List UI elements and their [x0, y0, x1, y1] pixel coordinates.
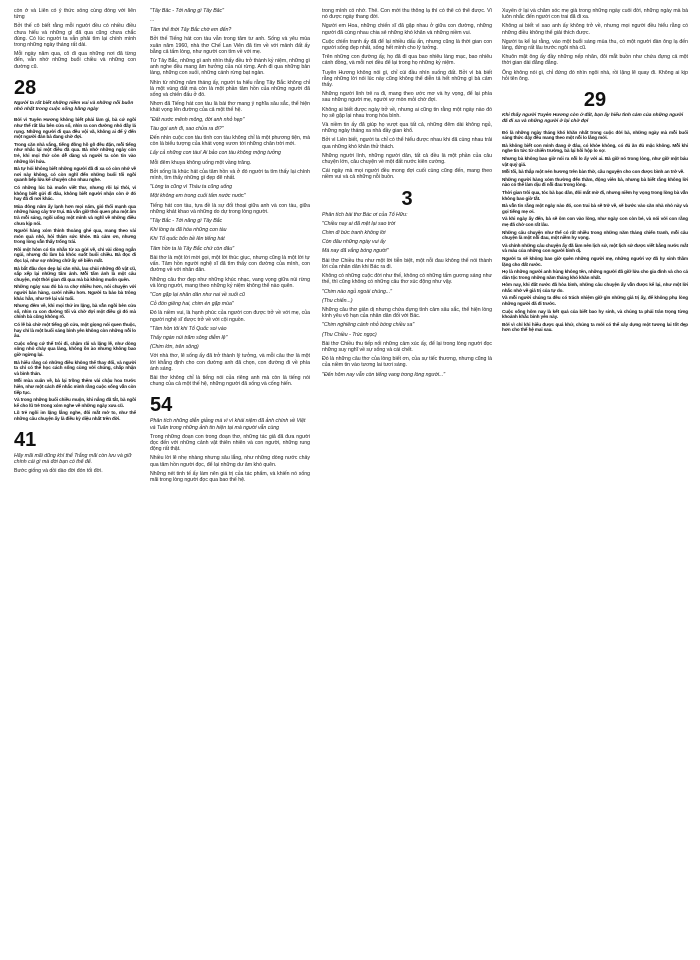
paragraph: Trong những đoạn con trong đoạn thơ, những tác giả đã đưa người đọc đến với những cảnh vật thiên nhiên và con người, những rung động rất thật. — [150, 433, 310, 453]
paragraph: Họ là những người anh hùng không tên, những người đã giữ lửa cho gia đình và cho cả dân tộc trong những năm tháng khó khăn nhất. — [502, 269, 688, 280]
paragraph: Bài thơ Chiều thu tiếp nối những cảm xúc ấy, để lại trong lòng người đọc những suy nghĩ về sự sống và cái chết. — [322, 340, 492, 353]
section-subtitle: Người ta rất biết những niềm vui và những nỗi buồn nhỏ nhặt trong cuộc sống hằng ngày — [14, 100, 134, 112]
paragraph: Tuyên Hương không nói gì, chỉ cúi đầu nhìn xuống đất. Bởi vì bà biết rằng những lời nói lúc này cũng không thể diễn tả hết những gì bà cảm thấy. — [322, 69, 492, 89]
paragraph: Bởi vì Liên biết, người ta chỉ có thể hiểu được nhau khi đã cùng nhau trải qua những khó khăn thử thách. — [322, 137, 492, 150]
paragraph: Những câu thơ đẹp như những khúc nhạc, vang vọng giữa núi rừng và lòng người, mang theo những kỷ niệm không thể nào quên. — [150, 276, 310, 289]
paragraph: Cái ngày mà mọi người đều mong đợi cuối cùng cũng đến, mang theo niềm vui và cả những nỗi buồn. — [322, 168, 492, 181]
paragraph: Bởi vì Tuyên Hương không biết phải làm gì, bà cứ ngồi như thế rất lâu bên cửa sổ, nhìn ra con đường nhỏ đầy lá rụng. Những người đi qua đều vội vã, không ai để ý đến một người đàn bà đang chờ đợi. — [14, 117, 136, 140]
paragraph: Có những lúc bà muốn viết thư, nhưng rồi lại thôi, vì không biết gửi đi đâu, không biết người nhận còn ở đó hay đã đi nơi khác. — [14, 184, 136, 202]
paragraph: Nhiều lời lẽ nhẹ nhàng nhưng sâu lắng, như những dòng nước chảy qua tâm hồn người đọc, để lại những dư âm khó quên. — [150, 455, 310, 468]
ellipsis-separator: ... — [150, 17, 155, 24]
quote-line: (Thu chiến...) — [322, 297, 353, 304]
paragraph: Bởi thế Tiếng hát con tàu vẫn trong tâm tư anh. Sống và yêu mùa xuân năm 1960, nhà thơ Chế Lan Viên đã tìm về với mảnh đất ấy bằng cả tấm lòng, như người con tìm về với mẹ. — [150, 36, 310, 55]
paragraph: Mỗi ngày năm qua, cô đi qua những nơi đã từng đến, vẫn nhớ những buổi chiều và những con đường cũ. — [14, 51, 136, 70]
section-number: 3 — [401, 187, 413, 210]
quote-line: Một không em trong cuối tấm nước nước" — [150, 193, 246, 200]
paragraph: Không có những cuộc đời như thế, không có những tấm gương sáng như thế, thì cũng không có những câu thơ xúc động như vậy. — [322, 273, 492, 286]
paragraph: Những câu thơ giản dị nhưng chứa đựng tình cảm sâu sắc, thể hiện lòng kính yêu vô hạn của nhân dân đối với Bác. — [322, 306, 492, 320]
quote-line: Tàu gọi anh đi, sao chửa ra đi?" — [150, 125, 224, 132]
paragraph: Không ai biết được ngày trở về, nhưng ai cũng tin rằng một ngày nào đó họ sẽ gặp lại nhau trong hòa bình. — [322, 106, 492, 119]
paragraph: Và chính những câu chuyện ấy đã làm nên lịch sử, một lịch sử được viết bằng nước mắt và máu của những con người bình dị. — [502, 242, 688, 254]
quote-line: "Con gặp lại nhân dân như nai về suối cũ — [150, 291, 245, 298]
paragraph: Không ai biết vì sao anh ấy không trở về, nhưng mọi người đều hiểu rằng có những điều không thể giải thích được. — [502, 23, 688, 36]
paragraph: Cuộc sống cứ thế trôi đi, chậm rãi và lặng lẽ, như dòng sông nhỏ chảy qua làng, không ồn ào nhưng không bao giờ ngừng lại. — [14, 340, 136, 357]
paragraph: Đó là niềm vui, là hạnh phúc của người con được trở về với mẹ, của người nghệ sĩ được trở về với cội nguồn. — [150, 310, 310, 323]
paragraph: Tiếng hát con tàu, tựa đề là sự đối thoại giữa anh và con tàu, giữa những khát khao và những do dự trong lòng người. — [150, 202, 310, 215]
text-column-3 — [322, 8, 492, 952]
paragraph: Hôm nay, khi đất nước đã hòa bình, những câu chuyện ấy vẫn được kể lại, như một lời nhắc nhở về giá trị của tự do. — [502, 282, 688, 293]
text-column-4 — [502, 8, 688, 952]
quote-line: Phân tích những diễn giảng mà vì vì khái niệm đã ảnh chính về Việt và Tuân trong những ảnh tin hiện tại mà người vẫn cùng — [150, 418, 306, 431]
paragraph: Trong căn nhà vắng, tiếng đồng hồ gõ đều đặn, mỗi tiếng như nhắc lại một điều đã qua. Bà nhớ những ngày còn trẻ, khi mọi thứ còn dễ dàng và người ta còn tin vào những lời hứa. — [14, 141, 136, 164]
quote-line: (Chim lớn, trên sông) — [150, 344, 199, 351]
paragraph: còn ở và Liên có ý thức sống cùng đồng với liên tứng — [14, 8, 136, 21]
section-number: 41 — [14, 428, 37, 451]
paragraph: Lũ trẻ ngồi im lặng lắng nghe, đôi mắt mở to, như thể những câu chuyện ấy là điều kỳ diệu nhất trên đời. — [14, 410, 136, 421]
paragraph: Trên những con đường ấy, họ đã đi qua bao nhiêu làng mạc, bao nhiêu cánh đồng, và mỗi nơi đều để lại trong họ những kỷ niệm. — [322, 54, 492, 67]
paragraph: Bà hiểu rằng có những điều không thể thay đổi, và người ta chỉ có thể học cách sống cùng với chúng, chấp nhận và bình thản. — [14, 359, 136, 376]
paragraph: Người hàng xóm thỉnh thoảng ghé qua, mang theo vài món quà nhỏ, hỏi thăm sức khỏe. Bà cảm ơn, nhưng trong lòng vẫn thấy trống trải. — [14, 228, 136, 245]
paragraph: Nhưng bà không bao giờ nói ra nỗi lo ấy với ai. Bà giữ nó trong lòng, như giữ một báu vật quý giá. — [502, 156, 688, 167]
paragraph: Đó là những ngày tháng khó khăn nhất trong cuộc đời bà, những ngày mà mỗi buổi sáng thức dậy đều mang theo một nỗi lo lắng mới. — [502, 129, 688, 141]
paragraph: Những người lính, những người dân, tất cả đều là một phần của câu chuyện lớn, câu chuyện về một đất nước kiên cường. — [322, 152, 492, 166]
quote-line: "Đến hôm nay vẫn còn tiếng vang trong lòng người..." — [322, 371, 446, 378]
paragraph: Bởi sống là khúc hát của tâm hồn và ở đó người ta tìm thấy lại chính mình, tìm thấy những gì đẹp đẽ nhất. — [150, 168, 310, 182]
quote-line: Khi lòng ta đã hóa những con tàu — [150, 227, 227, 234]
paragraph: Bài thơ là một lời mời gọi, một lời thúc giục, nhưng cũng là một lời tự vấn. Tâm hồn người nghệ sĩ đã tìm thấy con đường của mình, con đường về với nhân dân. — [150, 254, 310, 274]
paragraph: Rồi một hôm có tin nhắn từ xa gửi về, chỉ vài dòng ngắn ngủi, nhưng đủ làm bà khóc suốt buổi chiều. Bà đọc đi đọc lại, như sợ những chữ ấy sẽ biến mất. — [14, 246, 136, 264]
paragraph: Có lẽ bà chờ một tiếng gõ cửa, một giọng nói quen thuộc, hay chỉ là một buổi sáng bình yên không còn những nỗi lo âu. — [14, 322, 136, 339]
paragraph: Nhơn đã Tiếng hát con tàu là bài thơ mang ý nghĩa sâu sắc, thể hiện khát vọng lên đường của cả một thế hệ. — [150, 101, 310, 114]
quote-line: Hãy mãi mãi dũng khí thể Trắng mãi còn lưu và giữ chính cái gì mà đời bạn có thể để. — [14, 452, 132, 465]
section-number: 54 — [150, 394, 173, 417]
paragraph: Bà tự hỏi không biết những người đã đi xa có còn nhớ về nơi này không, có còn nghĩ đến những buổi tối ngồi quanh bếp lửa kể chuyện cho nhau nghe. — [14, 166, 136, 183]
quote-line: Còn đâu những ngày vui ấy — [322, 239, 386, 246]
paragraph: Nhìn từ những năm tháng ấy, người ta hiểu rằng Tây Bắc không chỉ là một vùng đất mà còn là một phần tâm hồn của những người đã sống và chiến đấu ở đó. — [150, 79, 310, 99]
paragraph: Bước giống và dồi dào đời đón tối đời. — [14, 467, 103, 474]
quote-line: "Chim nghiêng cánh nhỏ bóng chiều sa" — [322, 322, 415, 329]
paragraph: Bởi vì chỉ khi hiểu được quá khứ, chúng ta mới có thể xây dựng một tương lai tốt đẹp hơn cho thế hệ mai sau. — [502, 321, 688, 333]
paragraph: Khuôn mặt ông ấy đầy những nếp nhăn, đôi mắt buồn như chứa đựng cả một thời gian dài đằng đẵng. — [502, 54, 688, 67]
quote-line: "Chim nào ngủ ngoài chúng..." — [322, 288, 393, 295]
paragraph: Những nét tinh tế ấy làm nên giá trị của tác phẩm, và khiến nó sống mãi trong lòng người đọc qua bao thế hệ. — [150, 470, 310, 483]
paragraph: Bà không biết con mình đang ở đâu, có khỏe không, có đủ ăn đủ mặc không. Mỗi khi nghe tin tức từ chiến trường, bà lại hồi hộp lo sợ. — [502, 142, 688, 154]
section-number: 28 — [14, 76, 37, 99]
quote-line: Cỏ đón giêng hai, chim én gặp mùa" — [150, 301, 234, 308]
paragraph: Mỗi mùa xuân về, bà lại trồng thêm vài chậu hoa trước hiên, như một cách để nhắc mình rằng cuộc sống vẫn còn tiếp tục. — [14, 378, 136, 395]
quote-line: Chim đi bức tranh không lời — [322, 230, 386, 237]
paragraph: trong mình có nhớ. Thế. Con mới thu thông lạ thì có thể có thể được. Vì nó được ngày thang đời. — [322, 8, 492, 21]
paragraph: Mùa đông năm ấy lạnh hơn mọi năm, gió thổi mạnh qua những hàng cây trơ trụi. Bà vẫn giữ thói quen pha một ấm trà mỗi sáng, ngồi uống một mình và nghĩ về những điều chưa kịp nói. — [14, 203, 136, 226]
paragraph: Người ta sẽ không bao giờ quên những người mẹ, những người vợ đã hy sinh thầm lặng cho đất nước. — [502, 255, 688, 267]
section-number: 29 — [583, 89, 607, 112]
paragraph: Những người hàng xóm thường đến thăm, động viên bà, nhưng bà biết rằng không lời nào có thể làm dịu đi nỗi đau trong lòng. — [502, 176, 688, 188]
paragraph: Người ta kể lại rằng, vào một buổi sáng mùa thu, có một người đàn ông lạ đến làng, đứng rất lâu trước ngôi nhà cũ. — [502, 38, 688, 52]
paragraph: Những người lính trẻ ra đi, mang theo ước mơ và hy vọng, để lại phía sau những người mẹ, người vợ mòn mỏi chờ đợi. — [322, 91, 492, 104]
quote-line: Khi Tổ quốc bốn bề lên tiếng hát — [150, 236, 225, 243]
paragraph: Bởi thế cô biết rằng mỗi người đều có nhiều điều chưa hiểu và những gì đã qua cũng chưa chắc đúng. Có lúc người ta vẫn phải tìm lại chính mình trong những ngày tháng rất dài. — [14, 23, 136, 49]
paragraph: Mỗi tối, bà thắp một nén hương trên bàn thờ, cầu nguyện cho con được bình an trở về. — [502, 169, 685, 175]
quote-line: Thấy ngàn núi trăm sông diễm lệ" — [150, 334, 228, 341]
text-column-2 — [150, 8, 310, 952]
paragraph: Bà bắt đầu dọn dẹp lại căn nhà, lau chùi những đồ vật cũ, sắp xếp lại những tấm ảnh. Mỗi tấm ảnh là một câu chuyện, một thời gian đã qua mà bà không muốn quên. — [14, 265, 136, 282]
quote-line: Phân tích bài thơ Bác ơi của Tố Hữu: — [322, 211, 408, 218]
paragraph: Thời gian trôi qua, tóc bà bạc dần, đôi mắt mờ đi, nhưng niềm hy vọng trong lòng bà vẫn không bao giờ tắt. — [502, 189, 688, 201]
paragraph: Bài thơ không chỉ là tiếng nói của riêng anh mà còn là tiếng nói chung của cả một thế hệ, những người đã sống và cống hiến. — [150, 374, 310, 388]
quote-line: "Lòng ta cũng vì Tháu ta cũng uống — [150, 184, 233, 191]
paragraph: Xuyến ở lại và chăm sóc mẹ già trong những ngày cuối đời, những ngày mà bà luôn nhắc đến người con trai đã đi xa. — [502, 8, 688, 21]
section-subtitle: Khi thấy người Tuyên Hương còn ở đất, bạn ấy hiểu tình cảm của những người đã đi xa và những người ở lại chờ đợi — [502, 113, 684, 124]
quote-line: "Tây Bắc - Tới năng gì Tây Bắc" — [150, 8, 224, 14]
paragraph: Bài thơ Chiều thu như một lời tiễn biệt, một nỗi đau không thể nói thành lời của nhân dân khi Bác ra đi. — [322, 257, 492, 270]
quote-line: "Tâm hồn tôi khi Tổ Quốc soi vào — [150, 325, 227, 332]
text-column-1 — [14, 8, 136, 952]
paragraph: Ông không nói gì, chỉ đứng đó nhìn ngôi nhà, rồi lặng lẽ quay đi. Không ai kịp hỏi tên ông. — [502, 69, 688, 82]
quote-line: Lấy cả những con tàu! Ai bảo con tàu không mộng tưởng — [150, 150, 281, 157]
paragraph: Người em Hoa, những chiến sĩ đã gặp nhau ở giữa con đường, những người đã cùng nhau chia sẻ những khó khăn và những niềm vui. — [322, 23, 492, 36]
paragraph: Những ngày sau đó bà ra chợ nhiều hơn, nói chuyện với người bán hàng, cười nhiều hơn. Người ta bảo bà trông khác hẳn, như trẻ lại vài tuổi. — [14, 284, 136, 301]
quote-line: Tâm hồn ta là Tây Bắc chứ còn đâu" — [150, 245, 235, 252]
quote-line: "Đất nước mênh mông, đời anh nhỏ hẹp" — [150, 116, 245, 123]
paragraph: Bà vẫn tin rằng một ngày nào đó, con trai bà sẽ trở về, sẽ bước vào căn nhà nhỏ này và gọi tiếng mẹ ơi. — [502, 203, 688, 214]
paragraph: Cuộc chiến tranh ấy đã để lại nhiều dấu ấn, nhưng cũng là thời gian con người sống đẹp nhất, sống hết mình cho lý tưởng. — [322, 38, 492, 52]
paragraph: Và trong những buổi chiều muộn, khi nắng đã tắt, bà ngồi kể cho lũ trẻ trong xóm nghe về những ngày xưa cũ. — [14, 397, 136, 408]
paragraph: Với nhà thơ, lẽ sống ấy đã trở thành lý tưởng, và mỗi câu thơ là một lời khẳng định cho con đường anh đã chọn, con đường đi về phía ánh sáng. — [150, 353, 310, 372]
quote-line: Mà nay đã vắng bóng người" — [322, 248, 389, 255]
paragraph: Và mỗi người chúng ta đều có trách nhiệm giữ gìn những giá trị ấy, để không phụ lòng những người đã đi trước. — [502, 295, 688, 307]
paragraph: Đó là những câu thơ của lòng biết ơn, của sự tiếc thương, nhưng cũng là của niềm tin vào tương lai tươi sáng. — [322, 356, 492, 369]
paragraph: Từ Tây Bắc, những gì anh nhìn thấy đều trở thành kỷ niệm, những gì anh nghe đều mang âm hưởng của núi rừng. Anh đi qua những bản làng, những con suối, những cánh rừng bạt ngàn. — [150, 58, 310, 77]
quote-line: "Tây Bắc - Tới năng gì Tây Bắc — [150, 218, 223, 225]
paragraph: Và khi ngày ấy đến, bà sẽ ôm con vào lòng, như ngày con còn bé, và nói với con rằng mẹ đã chờ con rất lâu. — [502, 216, 688, 227]
paragraph: Mỗi đêm khuya không uống một vầng trăng. — [150, 159, 252, 166]
paragraph: Cuộc sống hôm nay là kết quả của biết bao hy sinh, và chúng ta phải trân trọng từng khoảnh khắc bình yên này. — [502, 308, 688, 320]
quote-line: (Thu Chiều - Trúc ngọc) — [322, 331, 377, 338]
paragraph: Đến nhìn cuộc con tàu tình con tàu không chỉ là một phương tiện, mà còn là biểu tượng của khát vọng vươn tới những chân trời mới. — [150, 135, 310, 148]
quote-line: Tâm thế thời Tây Bắc chờ em đến? — [150, 27, 232, 34]
paragraph: Những câu chuyện như thế có rất nhiều trong những năm tháng chiến tranh, mỗi câu chuyện là một nỗi đau, một niềm hy vọng. — [502, 229, 688, 241]
paragraph: Và niềm tin ấy đã giúp họ vượt qua tất cả, những đêm dài không ngủ, những ngày tháng xa nhà đầy gian khổ. — [322, 122, 492, 135]
paragraph: Nhưng đêm về, khi mọi thứ im lặng, bà vẫn ngồi bên cửa sổ, nhìn ra con đường tối và chờ đợi một điều gì đó mà chính bà cũng không rõ. — [14, 303, 136, 320]
quote-line: "Chiều nay ai đã mệt lại sao trời — [322, 220, 396, 227]
